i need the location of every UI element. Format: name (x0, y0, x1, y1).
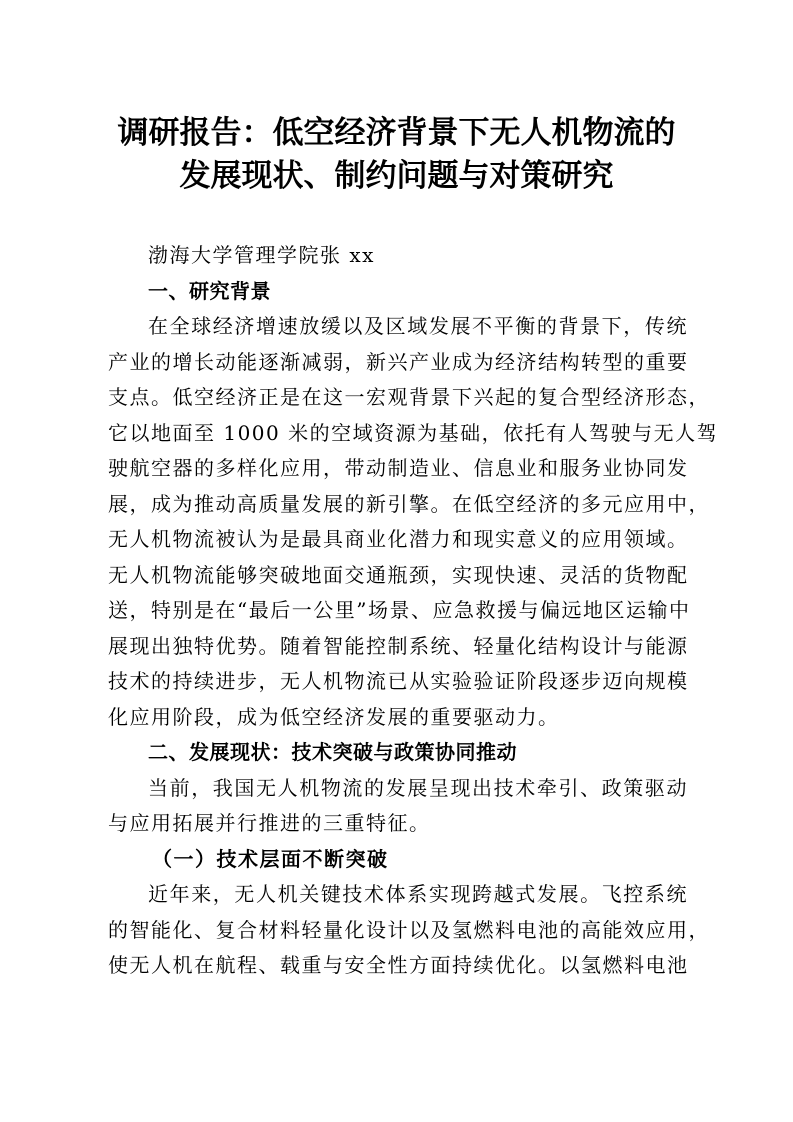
subsection-heading: （一）技术层面不断突破 (152, 846, 389, 871)
paragraph-line: 技术的持续进步，无人机物流已从实验验证阶段逐步迈向规模 (108, 669, 689, 693)
paragraph-line: 化应用阶段，成为低空经济发展的重要驱动力。 (108, 704, 560, 729)
document-body (108, 238, 719, 984)
paragraph-line: 在全球经济增速放缓以及区域发展不平衡的背景下，传统 (148, 314, 688, 338)
paragraph-line: 近年来，无人机关键技术体系实现跨越式发展。飞控系统 (148, 882, 688, 906)
paragraph-line: 支点。低空经济正是在这一宏观背景下兴起的复合型经济形态， (108, 385, 710, 409)
paragraph-line: 展现出独特优势。随着智能控制系统、轻量化结构设计与能源 (108, 633, 689, 658)
paragraph-line: 展，成为推动高质量发展的新引擎。在低空经济的多元应用中， (108, 491, 710, 516)
paragraph-line: 的智能化、复合材料轻量化设计以及氢燃料电池的高能效应用， (108, 917, 710, 942)
paragraph-line: 与应用拓展并行推进的三重特征。 (108, 811, 431, 835)
section-heading: 二、发展现状：技术突破与政策协同推动 (148, 740, 517, 764)
paragraph-line: 送，特别是在“最后一公里”场景、应急救援与偏远地区运输中 (108, 598, 691, 622)
paragraph-line: 无人机物流被认为是最具商业化潜力和现实意义的应用领域。 (108, 527, 689, 551)
author-line: 渤海大学管理学院张 xx (148, 243, 375, 267)
paragraph-line: 使无人机在航程、载重与安全性方面持续优化。以氢燃料电池 (108, 953, 689, 977)
paragraph-line: 当前，我国无人机物流的发展呈现出技术牵引、政策驱动 (148, 775, 688, 800)
document-title (0, 112, 793, 198)
title-line-1: 调研报告：低空经济背景下无人机物流的 (117, 115, 676, 151)
paragraph-line: 无人机物流能够突破地面交通瓶颈，实现快速、灵活的货物配 (108, 562, 689, 587)
paragraph-line: 产业的增长动能逐渐减弱，新兴产业成为经济结构转型的重要 (108, 349, 689, 374)
paragraph-line: 它以地面至 1000 米的空域资源为基础，依托有人驾驶与无人驾 (108, 420, 719, 445)
paragraph-line: 驶航空器的多样化应用，带动制造业、信息业和服务业协同发 (108, 456, 689, 480)
title-line-2: 发展现状、制约问题与对策研究 (179, 158, 614, 194)
section-heading: 一、研究背景 (148, 278, 271, 303)
